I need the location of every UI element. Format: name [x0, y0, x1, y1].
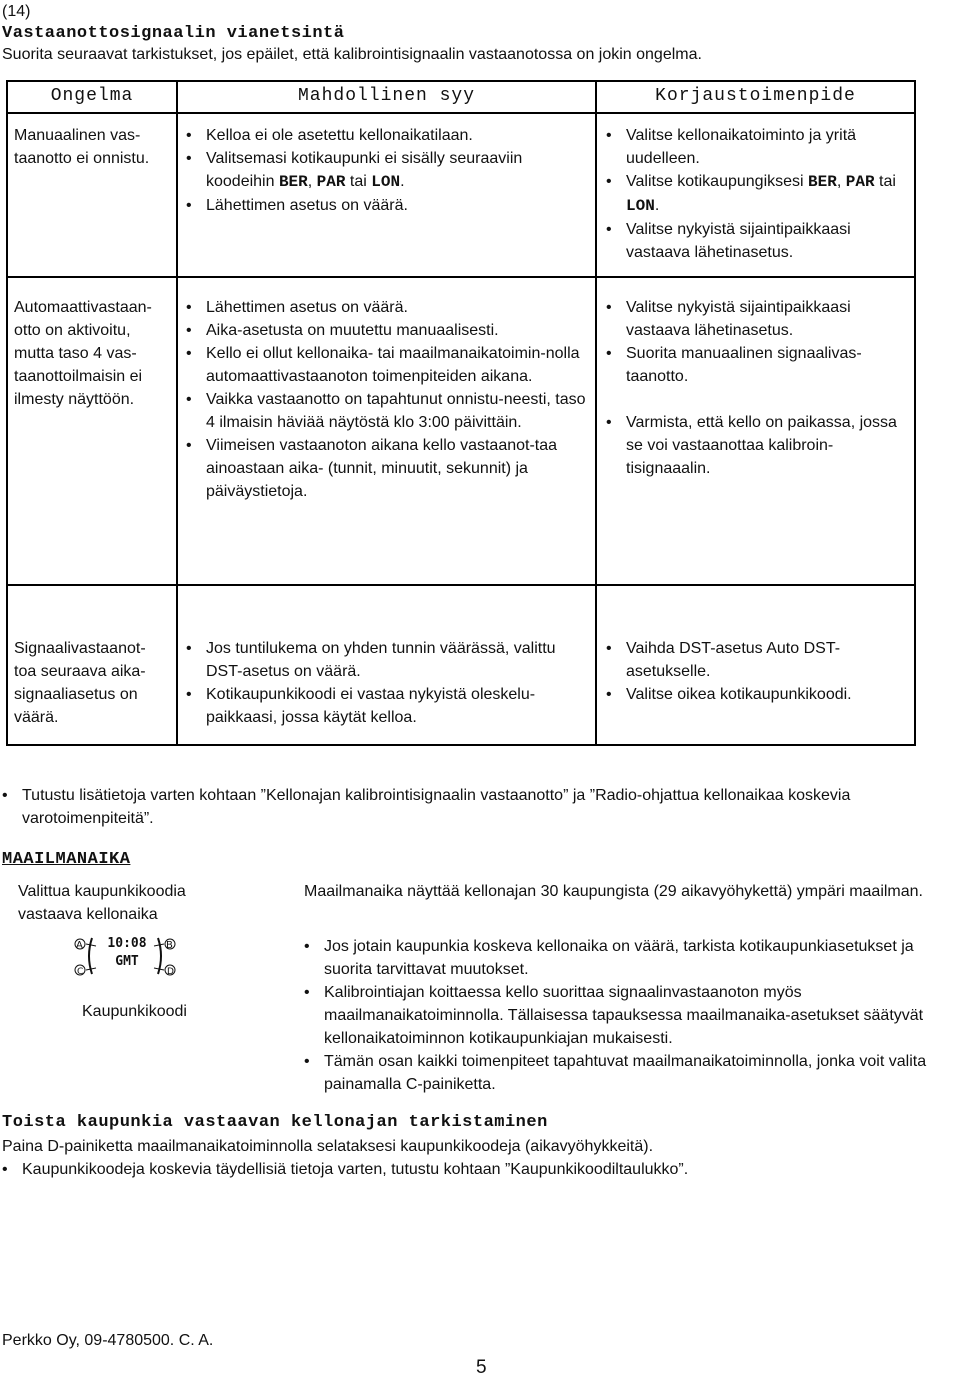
note-list — [0, 784, 935, 830]
row2-fix-item: • Valitse nykyistä sijaintipaikkaasi vastaava lähetinasetus. — [604, 296, 909, 342]
table-top-border — [6, 80, 916, 82]
row1-fix-item: • Valitse nykyistä sijaintipaikkaasi vastaava lähetinasetus. — [604, 218, 909, 264]
row1-fix-item: • Valitse kotikaupungiksesi BER, PAR tai LON. — [604, 170, 909, 218]
row3-fix-item: • Vaihda DST-asetus Auto DST-asetukselle. — [604, 637, 909, 683]
table-left-border — [6, 80, 8, 746]
world-time-bullets — [302, 935, 960, 1096]
check-section-list — [0, 1158, 940, 1181]
check-section-title: Toista kaupunkia vastaavan kellonajan tarkistaminen — [2, 1113, 548, 1132]
row3-fix-item: • Valitse oikea kotikaupunkikoodi. — [604, 683, 909, 706]
row3-cause-item: • Kotikaupunkikoodi ei vastaa nykyistä oleskelu-paikkaasi, jossa käytät kelloa. — [184, 683, 589, 729]
row1-fix-item: • Valitse kellonaikatoiminto ja yritä uudelleen. — [604, 124, 909, 170]
world-time-heading: MAAILMANAIKA — [2, 850, 131, 869]
figure-caption-bottom: Kaupunkikoodi — [82, 1003, 187, 1020]
row3-problem — [14, 637, 174, 729]
svg-text:B: B — [166, 940, 173, 951]
row2-fix-item: • Varmista, että kello on paikassa, jossa se voi vastaanottaa kalibroin-tisignaaalin. — [604, 411, 909, 480]
row2-causes — [184, 296, 589, 503]
column-divider-1 — [176, 80, 178, 746]
row1-problem — [14, 124, 174, 170]
svg-text:C: C — [77, 967, 84, 977]
world-time-bullet: • Tämän osan kaikki toimenpiteet tapahtuvat maailmanaikatoiminnolla, jonka voit valita painamalla C-painiketta. — [302, 1050, 960, 1096]
section-title: Vastaanottosignaalin vianetsintä — [2, 24, 345, 43]
svg-text:D: D — [167, 967, 174, 977]
row3-cause-item: • Jos tuntilukema on yhden tunnin väärässä, valittu DST-asetus on väärä. — [184, 637, 589, 683]
world-time-bullet: • Jos jotain kaupunkia koskeva kellonaika on väärä, tarkista kotikaupunkiasetukset ja suorita tarvittavat muutokset. — [302, 935, 960, 981]
section-intro: Suorita seuraavat tarkistukset, jos epäilet, että kalibrointisignaalin vastaanotossa on jokin ongelma. — [2, 46, 702, 63]
column-divider-2 — [595, 80, 597, 746]
header-fix: Korjaustoimenpide — [655, 86, 856, 106]
check-section-bullet: • Kaupunkikoodeja koskevia täydellisiä tietoja varten, tutustu kohtaan ”Kaupunkikoodiltaulukko”. — [0, 1158, 940, 1181]
check-section-line: Paina D-painiketta maailmanaikatoiminnolla selataksesi kaupunkikoodeja (aikavyöhykkeitä). — [2, 1138, 654, 1155]
row2-cause-item: • Vaikka vastaanotto on tapahtunut onnistu-neesti, taso 4 ilmaisin häviää näytöstä klo 3:00 päivittäin. — [184, 388, 589, 434]
row2-cause-item: • Aika-asetusta on muutettu manuaalisesti. — [184, 319, 589, 342]
world-time-bullet: • Kalibrointiajan koittaessa kello suorittaa signaalinvastaanoton myös maailmanaikatoiminnolla. Tällaisessa tapauksessa maailmanaika-asetukset säätyvät kellonaikatoiminnon kotikaupunkiajan mukaisesti. — [302, 981, 960, 1050]
row2-cause-item: • Kello ei ollut kellonaika- tai maailmanaikatoimin-nolla automaattivastaanoton toimenpiteiden aikana. — [184, 342, 589, 388]
header-cause: Mahdollinen syy — [297, 86, 476, 106]
note-bullet: • Tutustu lisätietoja varten kohtaan ”Kellonajan kalibrointisignaalin vastaanotto” ja ”Radio-ohjattua kellonaikaa koskevia varotoimenpiteitä”. — [0, 784, 935, 830]
row1-cause-item: • Kelloa ei ole asetettu kellonaikatilaan. — [184, 124, 589, 147]
world-time-intro: Maailmanaika näyttää kellonajan 30 kaupungista (29 aikavyöhykettä) ympäri maailman. — [304, 883, 923, 900]
watch-display-figure — [70, 932, 180, 980]
row1-cause-item: • Valitsemasi kotikaupunki ei sisälly seuraaviin koodeihin BER, PAR tai LON. — [184, 147, 589, 194]
row2-problem — [14, 296, 174, 411]
row-divider-2 — [6, 584, 916, 586]
row1-causes — [184, 124, 589, 217]
page-number: 5 — [476, 1357, 487, 1378]
row1-problem-text: Manuaalinen vas- taanotto ei onnistu. — [14, 127, 150, 167]
header-problem: Ongelma — [50, 86, 134, 106]
row3-fixes — [604, 637, 909, 706]
row3-problem-text: Signaalivastaanot- toa seuraava aika- signaaliasetus on väärä. — [14, 640, 146, 726]
row1-fixes — [604, 124, 909, 264]
row2-problem-text: Automaattivastaan- otto on aktivoitu, mutta taso 4 vas- taanottoilmaisin ei ilmesty näyttöön. — [14, 299, 152, 408]
row2-fixes — [604, 296, 909, 480]
page-marker: (14) — [2, 3, 31, 20]
row-divider-1 — [6, 276, 916, 278]
display-code: GMT — [115, 954, 139, 969]
figure-caption-top: Valittua kaupunkikoodia vastaava kellonaika — [18, 883, 186, 923]
row3-causes — [184, 637, 589, 729]
svg-text:A: A — [76, 940, 83, 951]
footer-text: Perkko Oy, 09-4780500. C. A. — [2, 1332, 214, 1349]
row1-cause-item: • Lähettimen asetus on väärä. — [184, 194, 589, 217]
header-divider — [6, 112, 916, 114]
row2-cause-item: • Viimeisen vastaanoton aikana kello vastaanot-taa ainoastaan aika- (tunnit, minuutit, sekunnit) ja päiväystietoja. — [184, 434, 589, 503]
table-right-border — [914, 80, 916, 746]
row2-fix-item: • Suorita manuaalinen signaalivas-taanotto. — [604, 342, 909, 388]
row2-cause-item: • Lähettimen asetus on väärä. — [184, 296, 589, 319]
display-time: 10:08 — [107, 936, 147, 951]
table-bottom-border — [6, 744, 916, 746]
